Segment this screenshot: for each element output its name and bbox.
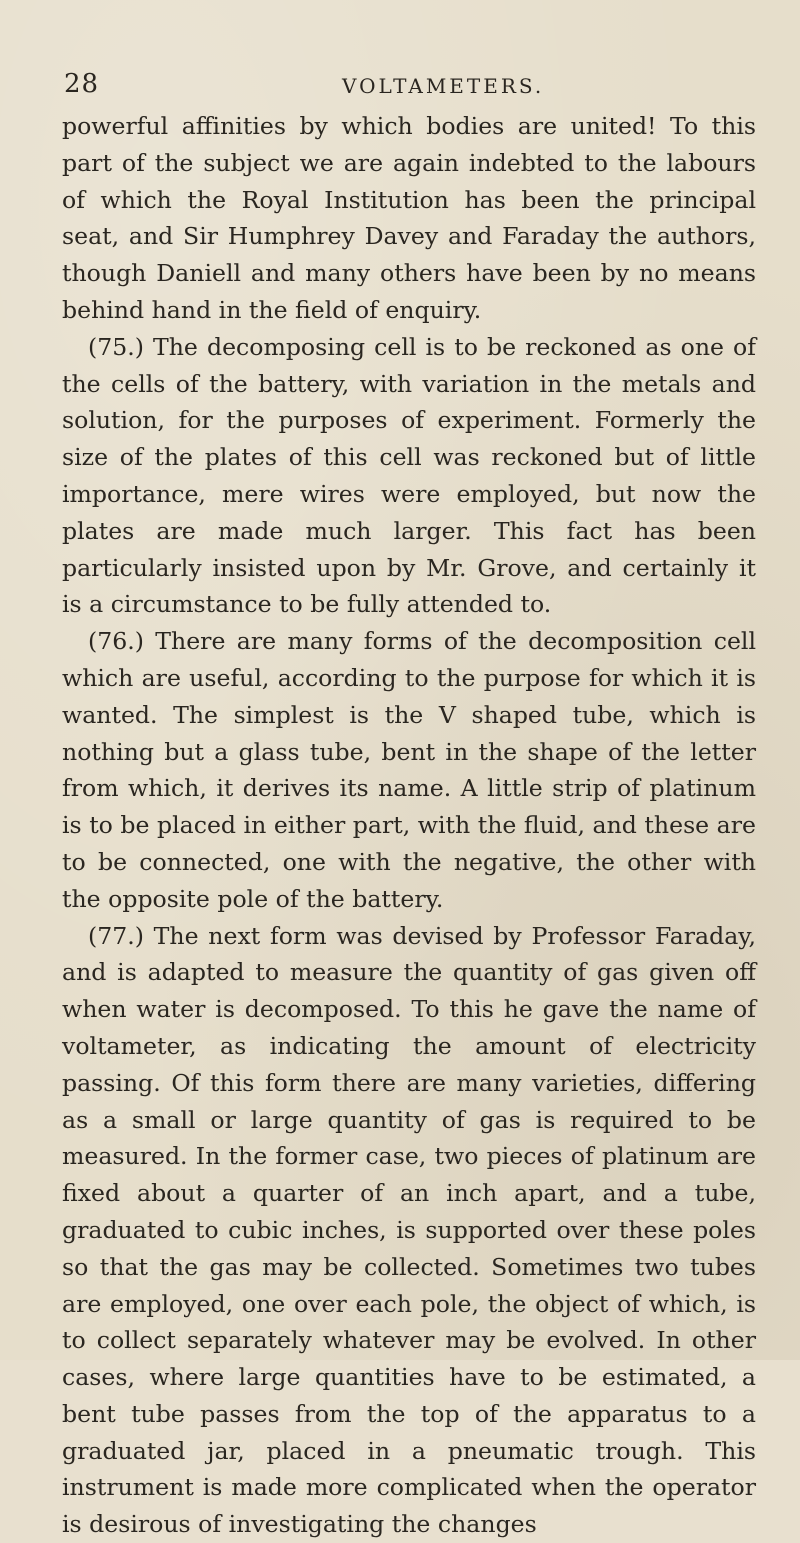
body-text [62, 108, 756, 1543]
paragraph-75: (75.) The decomposing cell is to be reckoned as one of the cells of the battery, with variation in the metals and solution, for the purposes of experiment. Formerly the size of the plates of this cell was reckoned but of little importance, mere wires were employed, but now the plates are made much larger. This fact has been particularly insisted upon by Mr. Grove, and certainly it is a circumstance to be fully attended to. [62, 332, 756, 619]
paragraph-77: (77.) The next form was devised by Professor Faraday, and is adapted to measure the quantity of gas given off when water is decomposed. To this he gave the name of voltameter, as indicating the amount of electricity passing. Of this form there are many varieties, differing as a small or large quantity of gas is required to be measured. In the former case, two pieces of platinum are fixed about a quarter of an inch apart, and a tube, graduated to cubic inches, is supported over these poles so that the gas may be collected. Sometimes two tubes are employed, one over each pole, the object of which, is to collect separately whatever may be evolved. In other cases, where large quantities have to be estimated, a bent tube passes from the top of the apparatus to a graduated jar, placed in a pneumatic trough. This instrument is made more complicated when the operator is desirous of investigating the changes [62, 921, 756, 1539]
running-title: VOLTAMETERS. [342, 74, 545, 98]
paragraph-76: (76.) There are many forms of the decomposition cell which are useful, according to the purpose for which it is wanted. The simplest is the V shaped tube, which is nothing but a glass tube, bent in the shape of the letter from which, it derives its name. A little strip of platinum is to be placed in either part, with the fluid, and these are to be connected, one with the negative, the other with the opposite pole of the battery. [62, 627, 756, 913]
running-head [58, 66, 748, 102]
page-number: 28 [64, 69, 100, 99]
paragraph-continuation: powerful affinities by which bodies are united! To this part of the subject we are again indebted to the labours of which the Royal Institution has been the principal seat, and Sir Humphrey Davey and Faraday the authors, though Daniell and many others have been by no means behind hand in the field of enquiry. [62, 112, 756, 324]
